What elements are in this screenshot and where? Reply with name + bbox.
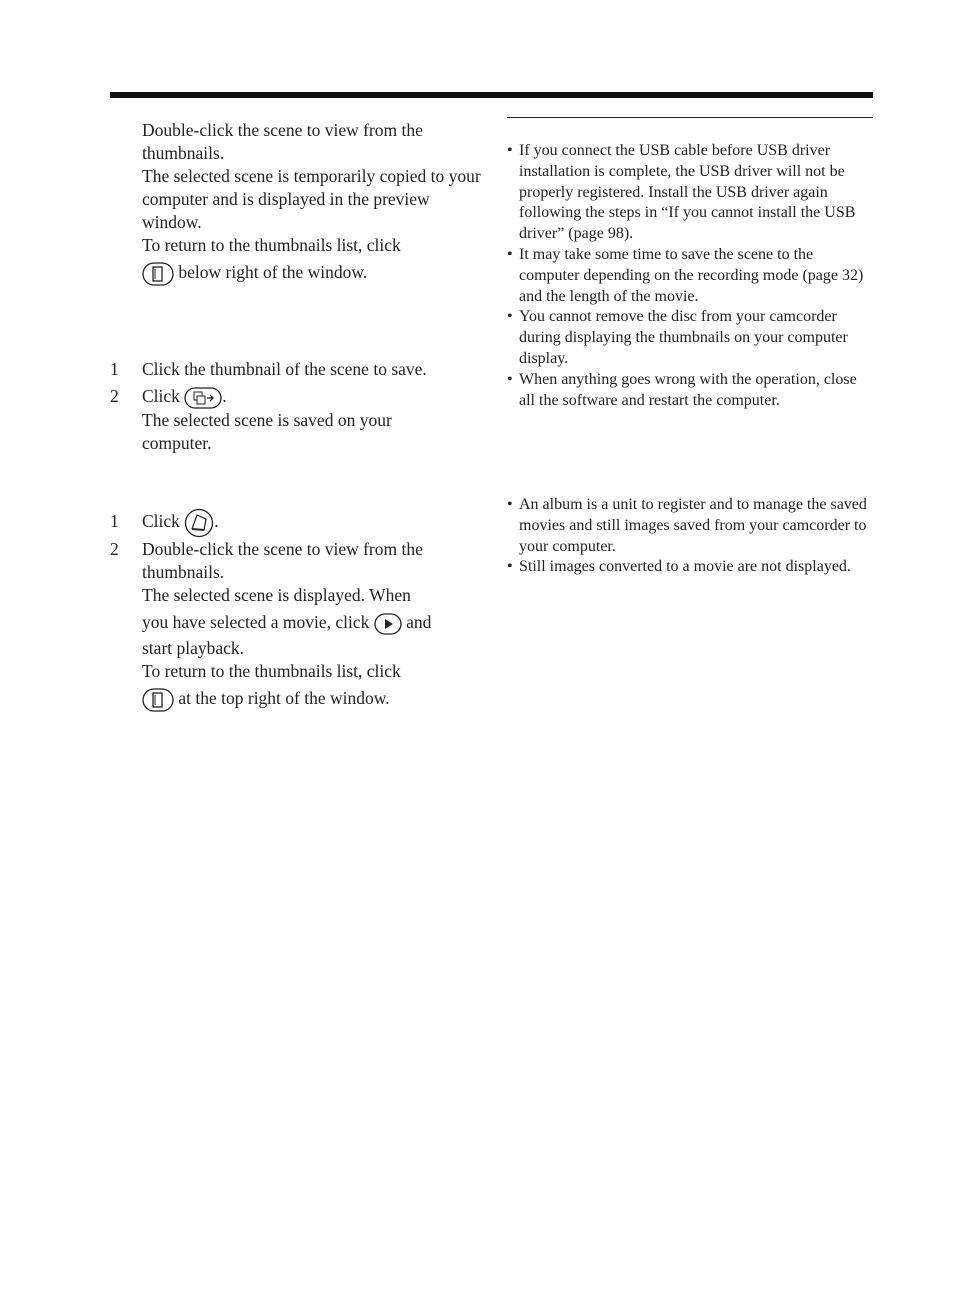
bullet: • <box>507 142 513 159</box>
note-text: It may take some time to save the scene to the computer depending on the recording mode (page 32) and the length of the movie. <box>519 245 864 305</box>
period: . <box>214 511 219 531</box>
view-description: The selected scene is temporarily copied to your computer and is displayed in the preview window. <box>142 166 481 232</box>
door-exit-icon[interactable] <box>142 688 174 712</box>
result-text: and <box>406 611 432 632</box>
step-text: Click the thumbnail of the scene to save. <box>142 359 427 379</box>
view-return-text: To return to the thumbnails list, click <box>142 235 401 255</box>
bullet: • <box>507 308 513 326</box>
bullet: • <box>507 370 513 388</box>
album-result-line-2 <box>110 607 480 637</box>
album-notes-list <box>507 495 875 578</box>
step-text: Click <box>142 511 180 531</box>
note-text: Still images converted to a movie are not displayed. <box>519 558 851 576</box>
note-text: When anything goes wrong with the operation, close all the software and restart the computer. <box>519 370 857 409</box>
album-step-1 <box>110 506 480 538</box>
bullet: • <box>507 245 513 263</box>
note-item <box>507 557 875 578</box>
album-return-line <box>110 683 480 713</box>
album-return-suffix: at the top right of the window. <box>178 687 390 708</box>
album-result-line-3: start playback. <box>142 637 245 658</box>
note-text: An album is a unit to register and to manage the saved movies and still images saved from your camcorder to your computer. <box>519 496 867 555</box>
note-item <box>507 307 875 369</box>
album-section <box>110 506 480 713</box>
save-step-1 <box>110 358 480 381</box>
note-item <box>507 245 875 307</box>
note-item <box>507 370 875 412</box>
bullet: • <box>507 496 513 513</box>
note-text: You cannot remove the disc from your camcorder during displaying the thumbnails on your computer display. <box>519 308 848 367</box>
period: . <box>222 386 227 406</box>
door-exit-icon[interactable] <box>142 262 174 286</box>
view-return-line <box>110 257 480 287</box>
notes-list <box>507 141 875 411</box>
play-icon[interactable] <box>374 613 402 635</box>
save-to-computer-icon[interactable] <box>184 387 222 409</box>
note-item <box>507 141 875 245</box>
album-return-text: To return to the thumbnails list, click <box>142 660 401 681</box>
save-section <box>110 358 480 455</box>
step-number: 1 <box>110 511 119 531</box>
view-return-suffix: below right of the window. <box>178 262 368 282</box>
album-step-2 <box>110 538 474 584</box>
step-text: Click <box>142 386 180 406</box>
view-instruction: Double-click the scene to view from the thumbnails. <box>142 120 423 163</box>
note-item <box>507 495 875 557</box>
album-result-line-1: The selected scene is displayed. When <box>142 584 411 605</box>
save-result: The selected scene is saved on your computer. <box>142 409 392 453</box>
album-icon[interactable] <box>184 508 214 538</box>
notes-rule <box>507 117 873 118</box>
header-rule <box>110 92 873 98</box>
note-text: If you connect the USB cable before USB driver installation is complete, the USB driver will not be properly registered. Install the USB driver again following the steps in “If you cannot install the USB driver” (page 98). <box>519 142 856 243</box>
bullet: • <box>507 558 513 576</box>
step-number: 2 <box>110 386 119 406</box>
save-step-2 <box>110 385 480 409</box>
step-number: 1 <box>110 359 119 379</box>
result-text: you have selected a movie, click <box>142 611 370 632</box>
view-section <box>110 119 480 287</box>
step-text: Double-click the scene to view from the thumbnails. <box>142 538 423 582</box>
step-number: 2 <box>110 538 119 559</box>
